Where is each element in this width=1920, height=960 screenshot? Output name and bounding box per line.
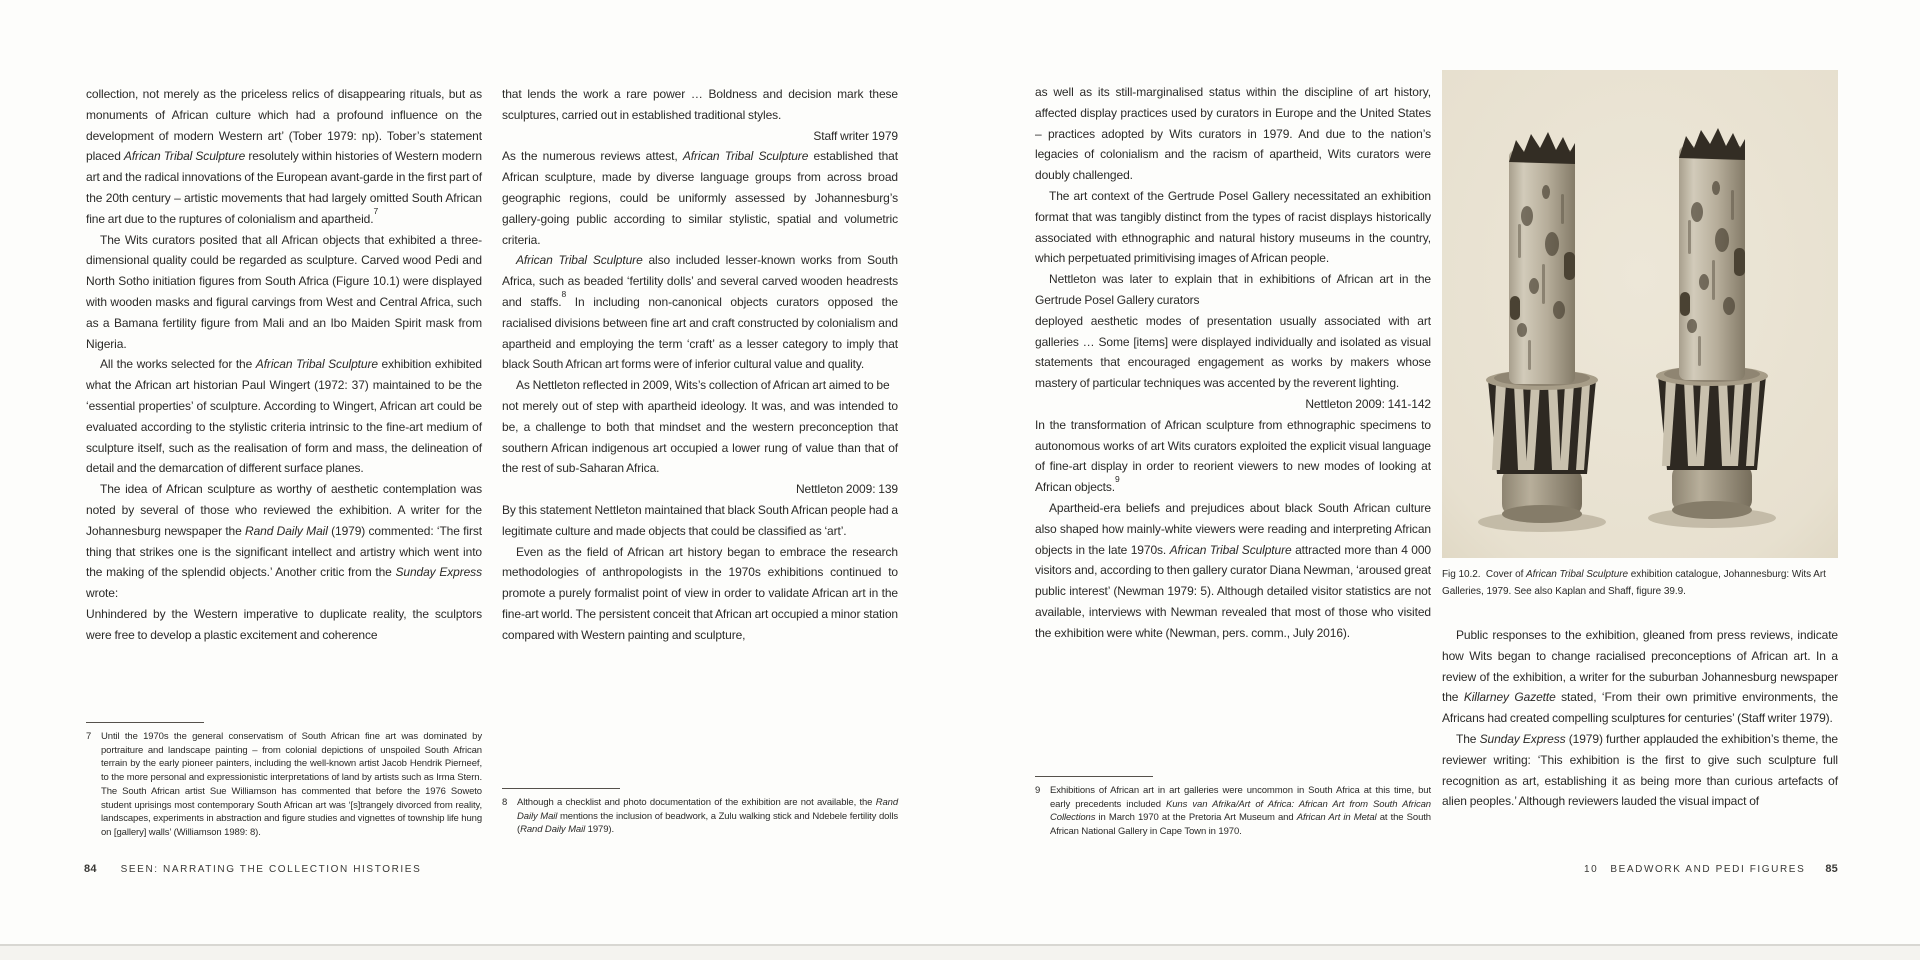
left-page-column-1 — [86, 84, 482, 646]
quote-attribution: Nettleton 2009: 139 — [795, 482, 898, 497]
photo-background — [1442, 70, 1838, 558]
left-running-title: SEEN: NARRATING THE COLLECTION HISTORIES — [120, 864, 422, 875]
block-quote: not merely out of step with apartheid ideology. It was, and was intended to be, a challenge to both that mindset and the western preconception that southern African indigenous art occupied a lower rung of value than that of the rest of sub-Saharan Africa. — [502, 398, 898, 476]
catalogue-cover-photo — [1442, 70, 1838, 558]
figure-10-2-photo — [1442, 70, 1838, 558]
footnote — [86, 730, 482, 840]
paragraph: as well as its still-marginalised status within the discipline of art history, affected display practices used by curators in Europe and the United States – practices adopted by Wits curators in 1979. And due to the nation’s legacies of colonialism and the racism of apartheid, Wits curators were doubly challenged. — [1035, 85, 1431, 183]
paragraph: The Wits curators posited that all African objects that exhibited a three-dimensional quality could be regarded as sculpture. Carved wood Pedi and North Sotho initiation figures from South Africa (Figure 10.1) were displayed with wooden masks and figural carvings from West and Central Africa, such as a Bamana fertility figure from Mali and an Ibo Maiden Spirit mask from Nigeria. — [86, 232, 482, 351]
left-page-column-2-footnotes — [502, 788, 898, 837]
footnote-rule — [86, 722, 204, 723]
footnote-marker: 9 — [1035, 785, 1041, 796]
paragraph: All the works selected for the African Tribal Sculpture exhibition exhibited what the African art historian Paul Wingert (1972: 37) maintained to be the ‘essential properties’ of sculpture. According to Wingert, African art could be evaluated according to the stylistic criteria intrinsic to the fine-art medium of sculpture itself, such as the realisation of form and mass, the delineation of detail and the demarcation of different surface planes. — [86, 357, 482, 476]
block-quote: that lends the work a rare power … Boldness and decision mark these sculptures, carried out in established traditional styles. — [502, 87, 898, 122]
left-page-column-1-footnotes — [86, 722, 482, 840]
right-running-title: BEADWORK AND PEDI FIGURES — [1610, 864, 1806, 875]
paragraph: Nettleton was later to explain that in exhibitions of African art in the Gertrude Posel Gallery curators — [1035, 272, 1431, 307]
paragraph: In the transformation of African sculpture from ethnographic specimens to autonomous works of art Wits curators exploited the explicit visual language of fine-art display in order to reorient viewers to new modes of looking at African objects.$^9$ — [1035, 417, 1431, 495]
footnote-marker: 7 — [86, 731, 92, 742]
footnote-marker: 8 — [502, 797, 508, 808]
quote-attribution: Staff writer 1979 — [813, 128, 898, 143]
page-bottom-margin — [0, 946, 1920, 960]
paragraph: African Tribal Sculpture also included lesser-known works from South Africa, such as beaded ‘fertility dolls’ and several carved wooden headrests and staffs.$^8$ In including non-canonical objects curators opposed the racialised divisions between fine art and craft constructed by colonialism and apartheid and employing the term ‘craft’ as a lesser category to imply that black South African art forms were of inferior cultural value and quality. — [502, 253, 898, 372]
left-page-column-2 — [502, 84, 898, 646]
paragraph: Even as the field of African art history began to embrace the research methodologies of anthropologists in the 1970s exhibitions continued to promote a purely formalist point of view in order to validate African art in the fine-art world. The persistent conceit that African art occupied a minor station compared with Western painting and sculpture, — [502, 544, 898, 642]
paragraph: The art context of the Gertrude Posel Gallery necessitated an exhibition format that was tangibly distinct from the types of racist displays historically associated with ethnographic and natural history museums in the country, which perpetuated primitivising images of African people. — [1035, 188, 1431, 266]
footnote — [502, 796, 898, 837]
footnote-rule — [1035, 776, 1153, 777]
right-page-column-3 — [1035, 82, 1431, 644]
footnote-rule — [502, 788, 620, 789]
paragraph: As the numerous reviews attest, African Tribal Sculpture established that African sculpture, made by diverse language groups from across broad geographic regions, could be uniformly assessed by Johannesburg’s gallery-going public according to similar stylistic, spatial and volumetric criteria. — [502, 149, 898, 247]
right-page-column-4 — [1442, 625, 1838, 812]
paragraph: By this statement Nettleton maintained that black South African people had a legitimate culture and made objects that could be classified as ‘art’. — [502, 502, 898, 538]
left-running-footer — [84, 863, 421, 875]
footnote-text: Exhibitions of African art in art galleries were uncommon in South Africa at this time, but early precedents included Kuns van Afrika/Art of Africa: African Art from South African Collections in March 1970 at the Pretoria Art Museum and African Art in Metal at the South African National Gallery in Cape Town in 1970. — [1050, 785, 1431, 838]
paragraph: The idea of African sculpture as worthy of aesthetic contemplation was noted by several of those who reviewed the exhibition. A writer for the Johannesburg newspaper the Rand Daily Mail (1979) commented: ‘The first thing that strikes one is the significant intellect and artistry which went into the making of the splendid objects.’ Another critic from the Sunday Express wrote: — [86, 482, 482, 601]
paragraph: collection, not merely as the priceless relics of disappearing rituals, but as monuments of African culture which had a profound influence on the development of modern Western art’ (Tober 1979: np). Tober’s statement placed African Tribal Sculpture resolutely within histories of Western modern art and the radical innovations of the European avant-garde in the first part of the 20th century – artistic movements that had largely omitted South African fine art due to the ruptures of colonialism and apartheid.$^7$ — [86, 87, 482, 226]
footnote-text: Although a checklist and photo documentation of the exhibition are not available, the Rand Daily Mail mentions the inclusion of beadwork, a Zulu walking stick and Ndebele fertility dolls (Rand Daily Mail 1979). — [517, 797, 898, 836]
right-running-footer — [1584, 863, 1838, 875]
right-page-number: 85 — [1825, 863, 1838, 875]
block-quote: deployed aesthetic modes of presentation usually associated with art galleries … Some [items] were displayed individually and isolated as visual statements that encouraged engagement as works by makers whose mastery of particular techniques was accented by the reverent lighting. — [1035, 313, 1431, 391]
chapter-number: 10 — [1584, 864, 1599, 875]
quote-attribution: Nettleton 2009: 141-142 — [1305, 396, 1431, 411]
paragraph: The Sunday Express (1979) further applauded the exhibition’s theme, the reviewer writing: ‘This exhibition is the first to give such sculpture full recognition as art, establishing it as being more than curious artefacts of alien peoples.’ Although reviewers lauded the visual impact of — [1442, 731, 1838, 809]
footnote-text: Until the 1970s the general conservatism of South African fine art was dominated by portraiture and landscape painting – from colonial depictions of unspoiled South African terrain by the early pioneer painters, including the well-known artist Jacob Hendrik Pierneef, to the more personal and expressionistic interpretations of land by artists such as Irma Stern. The South African artist Sue Williamson has commented that before the 1976 Soweto student uprisings most contemporary South African art was ‘[s]trangely divorced from reality, landscapes, experiments in abstraction and figure studies and vignettes of township life hung on [gallery] walls’ (Williamson 1989: 8). — [101, 731, 482, 838]
paragraph: Apartheid-era beliefs and prejudices about black South African culture also shaped how mainly-white viewers were reading and interpreting African objects in the late 1970s. African Tribal Sculpture attracted more than 4 000 visitors and, according to then gallery curator Diana Newman, ‘aroused great public interest’ (Newman 1979: 5). Although detailed visitor statistics are not available, interviews with Newman revealed that most of those who visited the exhibition were white (Newman, pers. comm., July 2016). — [1035, 500, 1432, 640]
right-page-column-3-footnotes — [1035, 776, 1431, 839]
paragraph: As Nettleton reflected in 2009, Wits’s collection of African art aimed to be — [516, 378, 890, 393]
figure-caption: Fig 10.2. Cover of African Tribal Sculpture exhibition catalogue, Johannesburg: Wits Art Galleries, 1979. See also Kaplan and Shaff, figure 39.9. — [1442, 569, 1826, 597]
left-page-number: 84 — [84, 863, 97, 875]
paragraph: Public responses to the exhibition, gleaned from press reviews, indicate how Wits began to change racialised preconceptions of African art. In a review of the exhibition, a writer for the suburban Johannesburg newspaper the Killarney Gazette stated, ‘From their own primitive environments, the Africans had created compelling sculptures for centuries’ (Staff writer 1979). — [1442, 628, 1839, 726]
block-quote: Unhindered by the Western imperative to duplicate reality, the sculptors were free to develop a plastic excitement and coherence — [86, 606, 482, 642]
footnote — [1035, 784, 1431, 839]
